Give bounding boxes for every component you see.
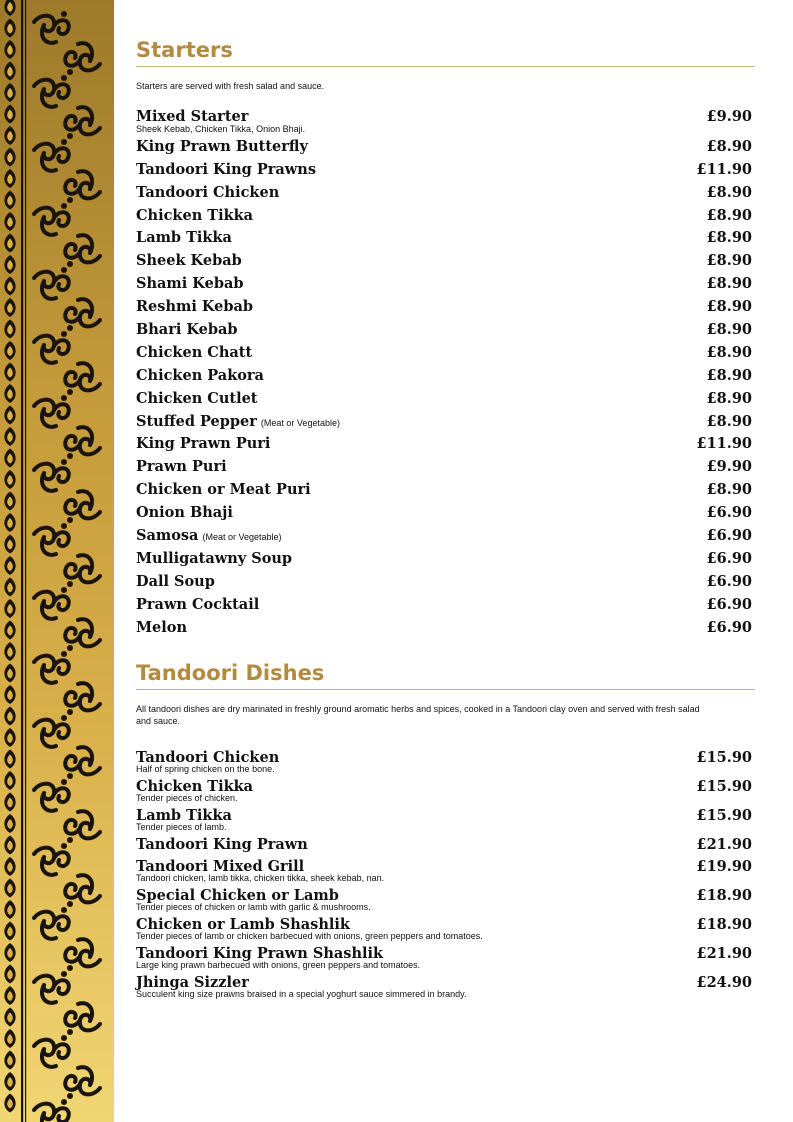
menu-item-price: £18.90 <box>696 887 752 905</box>
menu-item <box>136 205 755 228</box>
border-stripe <box>25 0 26 1122</box>
teardrop-motif <box>4 836 15 855</box>
menu-item-price: £11.90 <box>696 435 752 453</box>
menu-item-name: Tandoori King Prawns <box>136 160 316 178</box>
teardrop-motif <box>4 320 15 339</box>
teardrop-motif <box>4 965 15 984</box>
menu-content <box>136 0 755 1001</box>
scroll-motif <box>65 875 100 907</box>
menu-item-name-wrap <box>136 273 244 296</box>
menu-item-price: £8.90 <box>706 137 752 155</box>
menu-item-price: £8.90 <box>706 321 752 339</box>
menu-item-price: £19.90 <box>696 858 752 876</box>
tandoori-section <box>136 661 755 1001</box>
scroll-motif <box>65 747 100 779</box>
tandoori-intro: All tandoori dishes are dry marinated in freshly ground aromatic herbs and spices, cooked in a Tandoori clay oven and served with fresh salad and sauce. <box>136 704 700 727</box>
menu-item-name-wrap <box>136 617 187 640</box>
scroll-motif <box>34 139 69 171</box>
teardrop-motif <box>4 900 15 919</box>
menu-item-name: Chicken Tikka <box>136 206 254 224</box>
teardrop-motif <box>4 578 15 597</box>
scroll-motif <box>34 203 69 235</box>
menu-item-name-wrap <box>136 479 311 502</box>
teardrop-motif <box>4 83 15 102</box>
teardrop-motif <box>4 1029 15 1048</box>
menu-item-name-wrap <box>136 136 308 159</box>
scroll-motif <box>65 235 100 267</box>
menu-item-price: £8.90 <box>706 229 752 247</box>
menu-item-description: Sheek Kebab, Chicken Tikka, Onion Bhaji. <box>136 123 306 134</box>
menu-item <box>136 433 755 456</box>
menu-item-name: Sheek Kebab <box>136 252 242 270</box>
teardrop-motif <box>4 105 15 124</box>
menu-item-price: £21.90 <box>696 836 752 854</box>
menu-item-name-wrap <box>136 159 316 182</box>
menu-item-name: Bhari Kebab <box>136 321 238 339</box>
section-title-tandoori: Tandoori Dishes <box>136 661 755 690</box>
menu-item-name: Jhinga Sizzler <box>136 974 249 992</box>
menu-item-name-wrap <box>136 502 233 525</box>
menu-item-name-wrap <box>136 342 252 365</box>
teardrop-motif <box>4 384 15 403</box>
menu-item-name: Reshmi Kebab <box>136 298 254 316</box>
menu-item-description: Tender pieces of chicken or lamb with garlic & mushrooms. <box>136 902 371 913</box>
menu-item-price: £11.90 <box>696 160 752 178</box>
scroll-motif <box>34 587 69 619</box>
scroll-motif <box>65 299 100 331</box>
teardrop-motif <box>4 814 15 833</box>
menu-item <box>136 273 755 296</box>
teardrop-motif <box>4 470 15 489</box>
menu-item-name-wrap <box>136 388 258 411</box>
menu-item-price: £8.90 <box>706 481 752 499</box>
menu-item-description: Tender pieces of lamb or chicken barbecued with onions, green peppers and tomatoes. <box>136 931 483 942</box>
scroll-motif <box>34 395 69 427</box>
teardrop-motif <box>4 728 15 747</box>
menu-item-name: Lamb Tikka <box>136 807 232 825</box>
menu-item <box>136 525 755 548</box>
menu-item-name: King Prawn Butterfly <box>136 137 308 155</box>
teardrop-motif <box>4 298 15 317</box>
menu-item-name: Tandoori Chicken <box>136 749 280 767</box>
menu-item-name: Chicken or Lamb Shashlik <box>136 916 350 934</box>
menu-item-name: Tandoori Mixed Grill <box>136 858 305 876</box>
menu-item-note: (Meat or Vegetable) <box>260 417 340 428</box>
menu-item-description: Tender pieces of lamb. <box>136 822 227 833</box>
menu-item-name-wrap <box>136 296 253 319</box>
teardrop-motif <box>4 750 15 769</box>
scroll-motif <box>34 75 69 107</box>
teardrop-motif <box>4 0 15 16</box>
teardrop-motif <box>4 513 15 532</box>
menu-item-name: Onion Bhaji <box>136 504 233 522</box>
menu-item <box>136 227 755 250</box>
menu-item-name-wrap <box>136 182 279 205</box>
teardrop-motif <box>4 556 15 575</box>
teardrop-motif <box>4 191 15 210</box>
menu-item <box>136 502 755 525</box>
scroll-motif <box>34 459 69 491</box>
teardrop-motif <box>4 492 15 511</box>
menu-item-name: Dall Soup <box>136 572 215 590</box>
menu-item <box>136 136 755 159</box>
teardrop-motif <box>4 234 15 253</box>
teardrop-motif <box>4 212 15 231</box>
menu-item-name: Mixed Starter <box>136 108 249 125</box>
menu-item <box>136 388 755 411</box>
menu-item-name-wrap <box>136 433 270 456</box>
menu-item-price: £15.90 <box>696 749 752 767</box>
starters-section <box>136 38 755 639</box>
scroll-motif <box>65 363 100 395</box>
scroll-motif <box>65 491 100 523</box>
menu-item-name: Chicken Pakora <box>136 366 264 384</box>
menu-item-name: Samosa <box>136 527 199 545</box>
menu-item-price: £8.90 <box>706 412 752 430</box>
scroll-motif <box>34 1099 69 1122</box>
teardrop-motif <box>4 1072 15 1091</box>
menu-item <box>136 296 755 319</box>
menu-item-price: £8.90 <box>706 298 752 316</box>
menu-item-name: Chicken Tikka <box>136 778 254 796</box>
menu-item-price: £6.90 <box>706 549 752 567</box>
menu-item-name: Mulligatawny Soup <box>136 549 293 567</box>
teardrop-motif <box>4 685 15 704</box>
menu-item <box>136 834 755 856</box>
scroll-motif <box>34 907 69 939</box>
teardrop-motif <box>4 922 15 941</box>
menu-item-name: Stuffed Pepper <box>136 412 257 430</box>
menu-item-name: Lamb Tikka <box>136 229 232 247</box>
teardrop-motif <box>4 857 15 876</box>
teardrop-motif <box>4 535 15 554</box>
menu-item-price: £18.90 <box>696 916 752 934</box>
menu-item <box>136 594 755 617</box>
teardrop-motif <box>4 621 15 640</box>
teardrop-motif <box>4 19 15 38</box>
paisley-pattern <box>0 0 114 1122</box>
menu-item-price: £9.90 <box>706 458 752 476</box>
menu-item-description: Large king prawn barbecued with onions, green peppers and tomatoes. <box>136 960 421 971</box>
scroll-motif <box>65 683 100 715</box>
menu-item-name: Special Chicken or Lamb <box>136 887 339 905</box>
scroll-motif <box>65 427 100 459</box>
menu-item <box>136 159 755 182</box>
teardrop-motif <box>4 1008 15 1027</box>
menu-item-name-wrap <box>136 456 227 479</box>
menu-item-name: Melon <box>136 618 187 636</box>
menu-item <box>136 365 755 388</box>
menu-item-name: Tandoori Chicken <box>136 183 280 201</box>
teardrop-motif <box>4 341 15 360</box>
menu-item-price: £15.90 <box>696 778 752 796</box>
menu-item-name: Shami Kebab <box>136 275 244 293</box>
menu-item <box>136 548 755 571</box>
menu-item-price: £15.90 <box>696 807 752 825</box>
scroll-motif <box>34 971 69 1003</box>
scroll-motif <box>34 843 69 875</box>
starters-list <box>136 106 755 639</box>
menu-item-name: Chicken Cutlet <box>136 389 258 407</box>
teardrop-motif <box>4 986 15 1005</box>
scroll-motif <box>65 1003 100 1035</box>
scroll-motif <box>65 107 100 139</box>
teardrop-motif <box>4 427 15 446</box>
scroll-motif <box>65 171 100 203</box>
menu-item-name-wrap <box>136 594 259 617</box>
scroll-motif <box>65 555 100 587</box>
teardrop-motif <box>4 40 15 59</box>
scroll-motif <box>34 1035 69 1067</box>
scroll-motif <box>34 11 69 43</box>
starters-intro: Starters are served with fresh salad and sauce. <box>136 81 325 91</box>
scroll-motif <box>34 267 69 299</box>
scroll-motif <box>34 779 69 811</box>
menu-item-price: £8.90 <box>706 366 752 384</box>
teardrop-motif <box>4 664 15 683</box>
menu-item-name-wrap <box>136 365 264 388</box>
teardrop-motif <box>4 62 15 81</box>
menu-item-description: Succulent king size prawns braised in a special yoghurt sauce simmered in brandy. <box>136 989 467 1000</box>
menu-item-name: Prawn Puri <box>136 458 227 476</box>
scroll-motif <box>34 651 69 683</box>
menu-item-name-wrap <box>136 411 340 435</box>
scroll-motif <box>34 715 69 747</box>
menu-item-description: Half of spring chicken on the bone. <box>136 764 275 775</box>
menu-item-description: Tender pieces of chicken. <box>136 793 238 804</box>
menu-item-price: £8.90 <box>706 389 752 407</box>
menu-item-price: £6.90 <box>706 618 752 636</box>
menu-item-name-wrap <box>136 548 292 571</box>
teardrop-motif <box>4 707 15 726</box>
menu-item-price: £8.90 <box>706 343 752 361</box>
menu-item-price: £6.90 <box>706 595 752 613</box>
teardrop-motif <box>4 449 15 468</box>
menu-item-price: £8.90 <box>706 206 752 224</box>
menu-item-name-wrap <box>136 319 238 342</box>
teardrop-motif <box>4 599 15 618</box>
menu-item-price: £6.90 <box>706 527 752 545</box>
menu-item-price: £9.90 <box>706 108 752 125</box>
scroll-motif <box>65 619 100 651</box>
teardrop-motif <box>4 1094 15 1113</box>
teardrop-motif <box>4 793 15 812</box>
menu-item-name-wrap <box>136 250 242 273</box>
teardrop-motif <box>4 406 15 425</box>
menu-item <box>136 479 755 502</box>
menu-item-price: £8.90 <box>706 275 752 293</box>
menu-item-price: £8.90 <box>706 183 752 201</box>
teardrop-motif <box>4 277 15 296</box>
menu-item-description: Tandoori chicken, lamb tikka, chicken tikka, sheek kebab, nan. <box>136 873 385 884</box>
menu-item-name-wrap <box>136 525 282 549</box>
menu-item-price: £8.90 <box>706 252 752 270</box>
menu-item <box>136 319 755 342</box>
menu-item-name-wrap <box>136 205 253 228</box>
menu-item-name: Chicken Chatt <box>136 343 253 361</box>
scroll-motif <box>34 523 69 555</box>
menu-item-name-wrap <box>136 834 308 856</box>
teardrop-motif <box>4 255 15 274</box>
menu-item-note: (Meat or Vegetable) <box>202 532 282 543</box>
teardrop-motif <box>4 771 15 790</box>
menu-item-price: £6.90 <box>706 504 752 522</box>
teardrop-motif <box>4 943 15 962</box>
menu-item <box>136 571 755 594</box>
menu-item-price: £6.90 <box>706 572 752 590</box>
menu-item-name-wrap <box>136 227 232 250</box>
menu-item <box>136 411 755 434</box>
section-title-starters: Starters <box>136 38 755 67</box>
menu-item <box>136 456 755 479</box>
scroll-motif <box>34 331 69 363</box>
teardrop-motif <box>4 1051 15 1070</box>
menu-item-name: Prawn Cocktail <box>136 595 260 613</box>
menu-item <box>136 182 755 205</box>
border-stripe <box>21 0 23 1122</box>
scroll-motif <box>65 939 100 971</box>
menu-item <box>136 617 755 640</box>
scroll-motif <box>65 811 100 843</box>
scroll-motif <box>65 43 100 75</box>
teardrop-motif <box>4 126 15 145</box>
menu-item-name-wrap <box>136 571 215 594</box>
teardrop-motif <box>4 363 15 382</box>
menu-item-name: King Prawn Puri <box>136 435 271 453</box>
menu-item-name: Tandoori King Prawn <box>136 836 308 854</box>
menu-item-name: Chicken or Meat Puri <box>136 481 311 499</box>
teardrop-motif <box>4 169 15 188</box>
menu-item <box>136 250 755 273</box>
tandoori-list <box>136 747 755 1001</box>
scroll-motif <box>65 1067 100 1099</box>
decorative-border <box>0 0 114 1122</box>
menu-item-name: Tandoori King Prawn Shashlik <box>136 945 384 963</box>
teardrop-motif <box>4 642 15 661</box>
menu-item-price: £21.90 <box>696 945 752 963</box>
teardrop-motif <box>4 879 15 898</box>
menu-item <box>136 342 755 365</box>
menu-item-price: £24.90 <box>696 974 752 992</box>
teardrop-motif <box>4 148 15 167</box>
